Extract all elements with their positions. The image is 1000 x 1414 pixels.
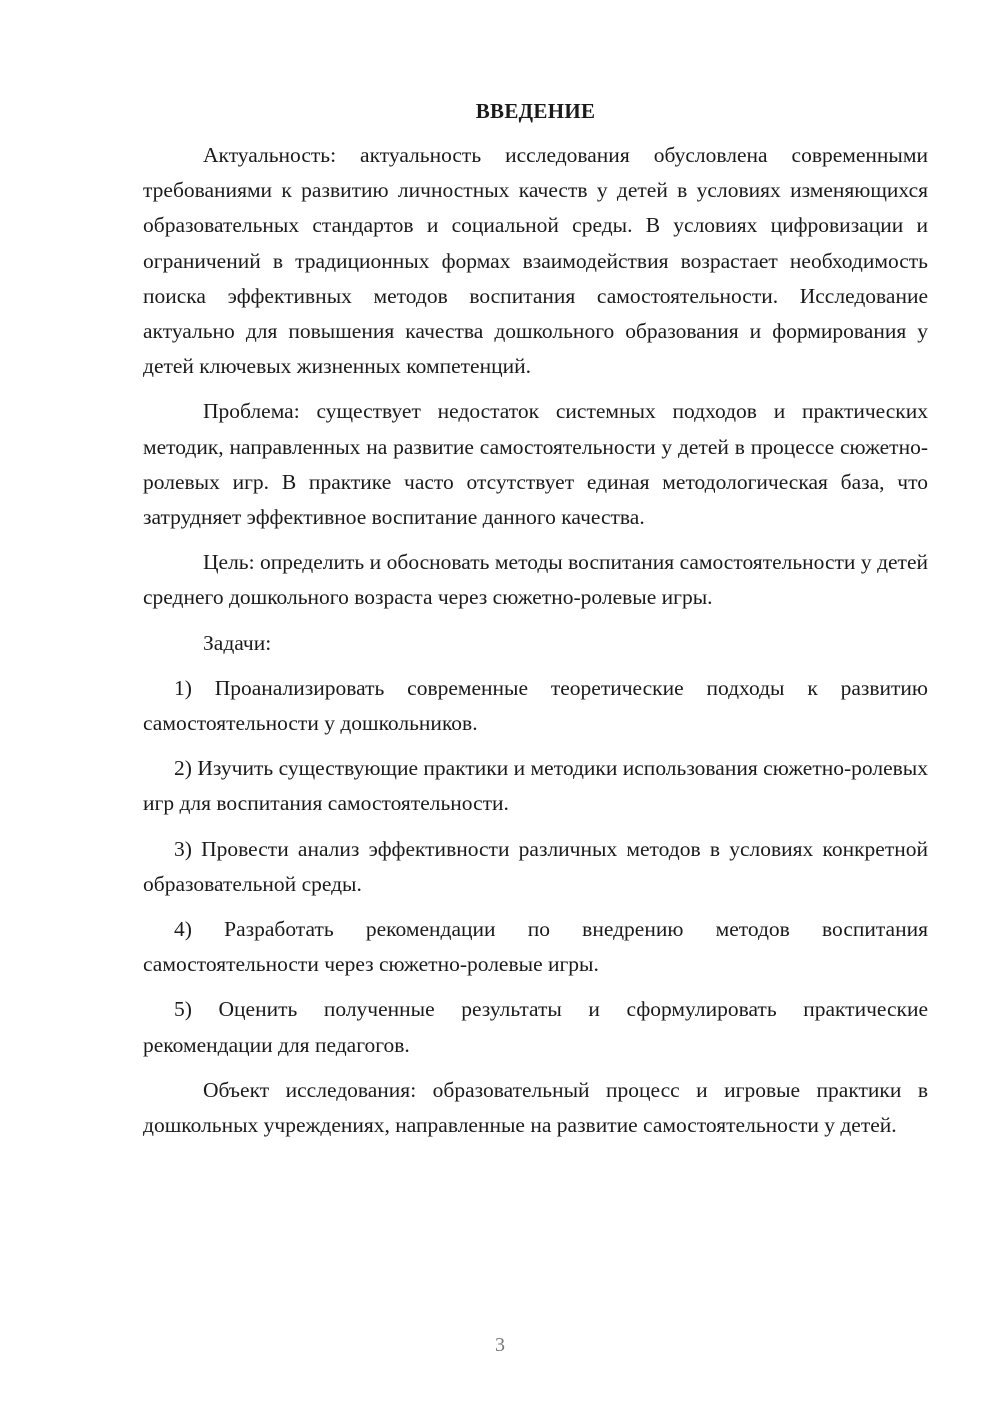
tasks-list: [143, 671, 928, 1063]
task-item-3: 3) Провести анализ эффективности различных методов в условиях конкретной образовательной среды.: [143, 836, 928, 896]
task-item-4: 4) Разработать рекомендации по внедрению методов воспитания самостоятельности через сюжетно-ролевые игры.: [143, 917, 928, 977]
page-content: [143, 96, 928, 1153]
tasks-label: Задачи:: [203, 630, 272, 655]
task-item-2: 2) Изучить существующие практики и методики использования сюжетно-ролевых игр для воспитания самостоятельности.: [143, 756, 928, 816]
task-item-1: 1) Проанализировать современные теоретические подходы к развитию самостоятельности у дошкольников.: [143, 675, 928, 736]
goal-paragraph: Цель: определить и обосновать методы воспитания самостоятельности у детей среднего дошкольного возраста через сюжетно-ролевые игры.: [143, 550, 928, 610]
problem-paragraph: Проблема: существует недостаток системных подходов и практических методик, направленных на развитие самостоятельности у детей в процессе сюжетно-ролевых игр. В практике часто отсутствует единая методологическая база, что затрудняет эффективное воспитание данного качества.: [143, 399, 928, 530]
section-heading: ВВЕДЕНИЕ: [475, 99, 596, 123]
object-paragraph: Объект исследования: образовательный процесс и игровые практики в дошкольных учреждениях, направленные на развитие самостоятельности у детей.: [143, 1077, 928, 1138]
relevance-paragraph: Актуальность: актуальность исследования обусловлена современными требованиями к развитию личностных качеств у детей в условиях изменяющихся образовательных стандартов и социальной среды. В условиях цифровизации и ограничений в традиционных формах взаимодействия возрастает необходимость поиска эффективных методов воспитания самостоятельности. Исследование актуально для повышения качества дошкольного образования и формирования у детей ключевых жизненных компетенций.: [143, 143, 928, 379]
page-number: 3: [495, 1334, 505, 1356]
task-item-5: 5) Оценить полученные результаты и сформулировать практические рекомендации для педагогов.: [143, 997, 928, 1057]
